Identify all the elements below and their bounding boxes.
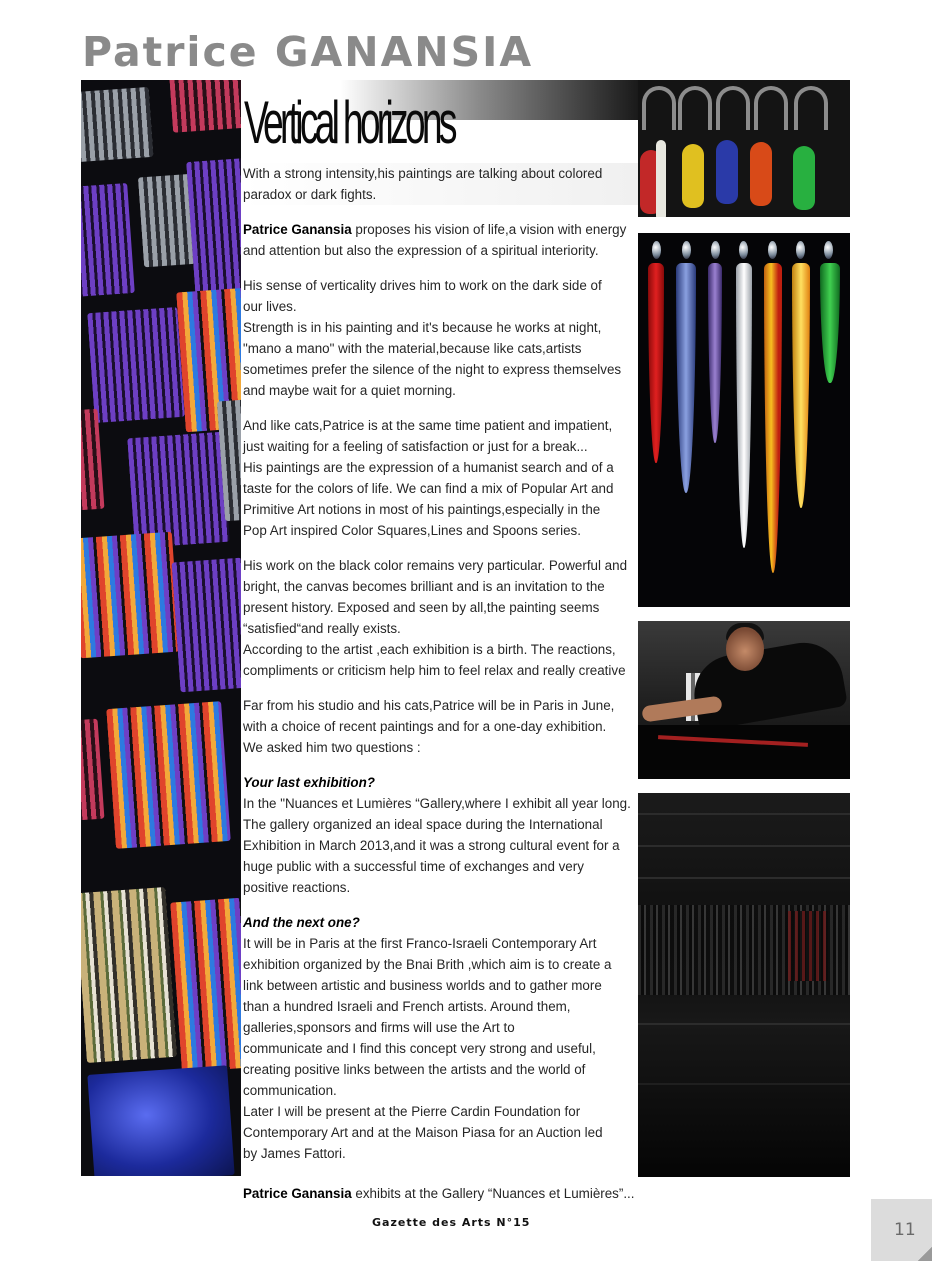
text-line: His paintings are the expression of a humanist search and of a (243, 460, 614, 475)
left-paintings-photo (81, 80, 241, 1176)
text-line: Exhibition in March 2013,and it was a strong cultural event for a (243, 838, 620, 853)
text-line: paradox or dark fights. (243, 187, 377, 202)
paragraph-vision (243, 219, 640, 261)
text-line: creating positive links between the artists and the world of (243, 1062, 586, 1077)
paragraph-black-color (243, 555, 640, 681)
interview-answer-1 (243, 772, 640, 898)
text-line: taste for the colors of life. We can find a mix of Popular Art and (243, 481, 614, 496)
text-line: sometimes prefer the silence of the night to express themselves (243, 362, 622, 377)
text-line: Pop Art inspired Color Squares,Lines and Spoons series. (243, 523, 581, 538)
text-line: than a hundred Israeli and French artists. Around them, (243, 999, 571, 1014)
text-line: our lives. (243, 299, 297, 314)
artist-at-work-photo (638, 621, 850, 779)
text-line (243, 219, 640, 240)
text-line: We asked him two questions : (243, 740, 421, 755)
artist-name-bold: Patrice Ganansia (243, 222, 352, 237)
text-line: According to the artist ,each exhibition is a birth. The reactions, (243, 642, 616, 657)
text-line: by James Fattori. (243, 1146, 346, 1161)
artist-name-heading: Patrice GANANSIA (82, 28, 534, 76)
text-line: "mano a mano" with the material,because like cats,artists (243, 341, 582, 356)
artist-name-bold: Patrice Ganansia (243, 1186, 352, 1201)
text-line: galleries,sponsors and firms will use the Art to (243, 1020, 515, 1035)
text-line: and maybe wait for a quiet morning. (243, 383, 456, 398)
text-line: just waiting for a feeling of satisfaction or just for a break... (243, 439, 588, 454)
text-line: In the "Nuances et Lumières “Gallery,where I exhibit all year long. (243, 796, 631, 811)
interview-answer-2 (243, 912, 640, 1164)
text-line: Far from his studio and his cats,Patrice will be in Paris in June, (243, 698, 615, 713)
paragraph-verticality (243, 275, 640, 401)
paragraph-paris (243, 695, 640, 758)
page-corner-fold (918, 1247, 932, 1261)
text-line: bright, the canvas becomes brilliant and is an invitation to the (243, 579, 605, 594)
text-line: positive reactions. (243, 880, 351, 895)
text-line: link between artistic and business worlds and to gather more (243, 978, 602, 993)
text-line: The gallery organized an ideal space during the International (243, 817, 603, 832)
exhibition-note (243, 1186, 634, 1201)
text-line: Primitive Art notions in most of his paintings,especially in the (243, 502, 601, 517)
colored-drops-photo (638, 233, 850, 607)
spoons-photo (638, 80, 850, 217)
text-line: exhibition organized by the Bnai Brith ,which aim is to create a (243, 957, 612, 972)
text-line: His work on the black color remains very particular. Powerful and (243, 558, 628, 573)
text-run: exhibits at the Gallery “Nuances et Lumières”... (351, 1186, 635, 1201)
text-line: with a choice of recent paintings and for a one-day exhibition. (243, 719, 607, 734)
text-line: And like cats,Patrice is at the same time patient and impatient, (243, 418, 613, 433)
interview-question: Your last exhibition? (243, 775, 375, 790)
text-line: huge public with a successful time of exchanges and very (243, 859, 584, 874)
page-number: 11 (894, 1220, 916, 1240)
text-line: compliments or criticism help him to feel relax and really creative (243, 663, 626, 678)
intro-paragraph (243, 163, 640, 205)
article-body (243, 163, 640, 1178)
text-line: “satisfied“and really exists. (243, 621, 401, 636)
paragraph-cats (243, 415, 640, 541)
black-painting-photo (638, 793, 850, 1177)
publication-name: Gazette des Arts N°15 (372, 1216, 531, 1229)
section-title: Vertical horizons (244, 89, 454, 156)
text-line: communication. (243, 1083, 337, 1098)
text-line: present history. Exposed and seen by all,the painting seems (243, 600, 600, 615)
text-line: His sense of verticality drives him to work on the dark side of (243, 278, 602, 293)
interview-question: And the next one? (243, 915, 360, 930)
text-line: Contemporary Art and at the Maison Piasa for an Auction led (243, 1125, 603, 1140)
text-line: and attention but also the expression of a spiritual interiority. (243, 243, 599, 258)
text-line: Later I will be present at the Pierre Cardin Foundation for (243, 1104, 581, 1119)
text-line: Strength is in his painting and it's because he works at night, (243, 320, 602, 335)
text-line: With a strong intensity,his paintings are talking about colored (243, 166, 603, 181)
text-line: It will be in Paris at the first Franco-Israeli Contemporary Art (243, 936, 597, 951)
text-line: communicate and I find this concept very strong and useful, (243, 1041, 596, 1056)
text-run: proposes his vision of life,a vision with energy (351, 222, 627, 237)
